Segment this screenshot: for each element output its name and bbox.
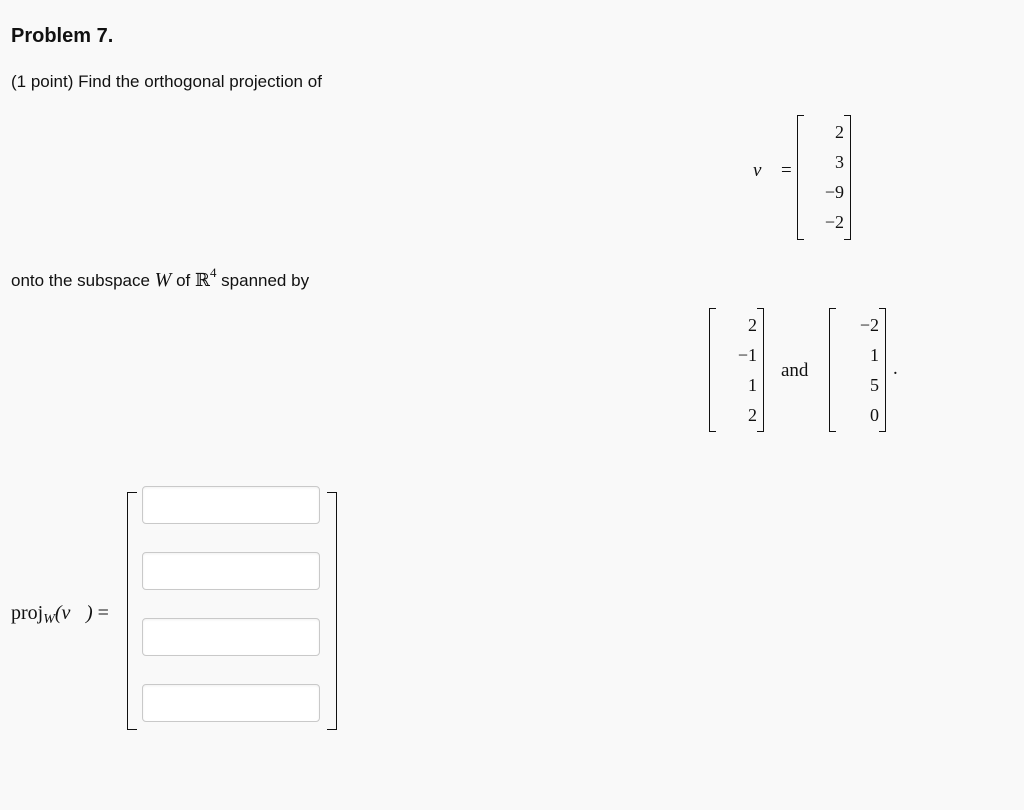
answer-input-4[interactable] [142, 684, 320, 722]
vector-v-label [753, 160, 792, 182]
projection-label [11, 602, 109, 628]
vector-v-entry: −9 [824, 182, 844, 203]
answer-input-3[interactable] [142, 618, 320, 656]
spanning-vector-2-matrix [829, 308, 886, 432]
equals-sign: = [780, 160, 792, 181]
proj-text: proj [11, 602, 44, 624]
subspace-sentence: onto the subspace W of ℝ$^4$ spanned by [11, 265, 310, 291]
spanning-vector-1-entry: 2 [748, 314, 757, 335]
space-exponent: 4 [209, 265, 217, 280]
sentence-period: . [893, 358, 898, 379]
spanning-vector-2-entry: 0 [870, 404, 879, 425]
spanning-vector-2-entry: 1 [870, 344, 879, 365]
spanning-vector-2-entry: −2 [859, 314, 879, 335]
spanning-vector-1-matrix [709, 308, 764, 432]
proj-argument: (v⃗) [54, 602, 93, 624]
real-space-symbol: ℝ [194, 270, 210, 291]
vector-v-entry: −2 [824, 212, 844, 233]
answer-input-1[interactable] [142, 486, 320, 524]
spanning-vector-2-entry: 5 [870, 374, 879, 395]
answer-input-2[interactable] [142, 552, 320, 590]
equals-sign: = [97, 602, 109, 624]
vector-v-entry: 3 [835, 151, 844, 172]
and-connector: and [781, 360, 809, 381]
vector-v-entry: 2 [835, 121, 844, 142]
spanning-vector-1-entry: −1 [737, 344, 757, 365]
problem-prompt: (1 point) Find the orthogonal projection of [11, 72, 322, 91]
subspace-symbol: W [154, 269, 172, 291]
spanning-vector-1-entry: 2 [748, 404, 757, 425]
vector-v-symbol: v⃗ [753, 160, 777, 181]
answer-matrix [127, 492, 337, 730]
vector-v-matrix [797, 115, 851, 240]
proj-subscript: W [43, 612, 55, 627]
problem-title: Problem 7. [11, 25, 114, 47]
spanning-vector-1-entry: 1 [748, 374, 757, 395]
